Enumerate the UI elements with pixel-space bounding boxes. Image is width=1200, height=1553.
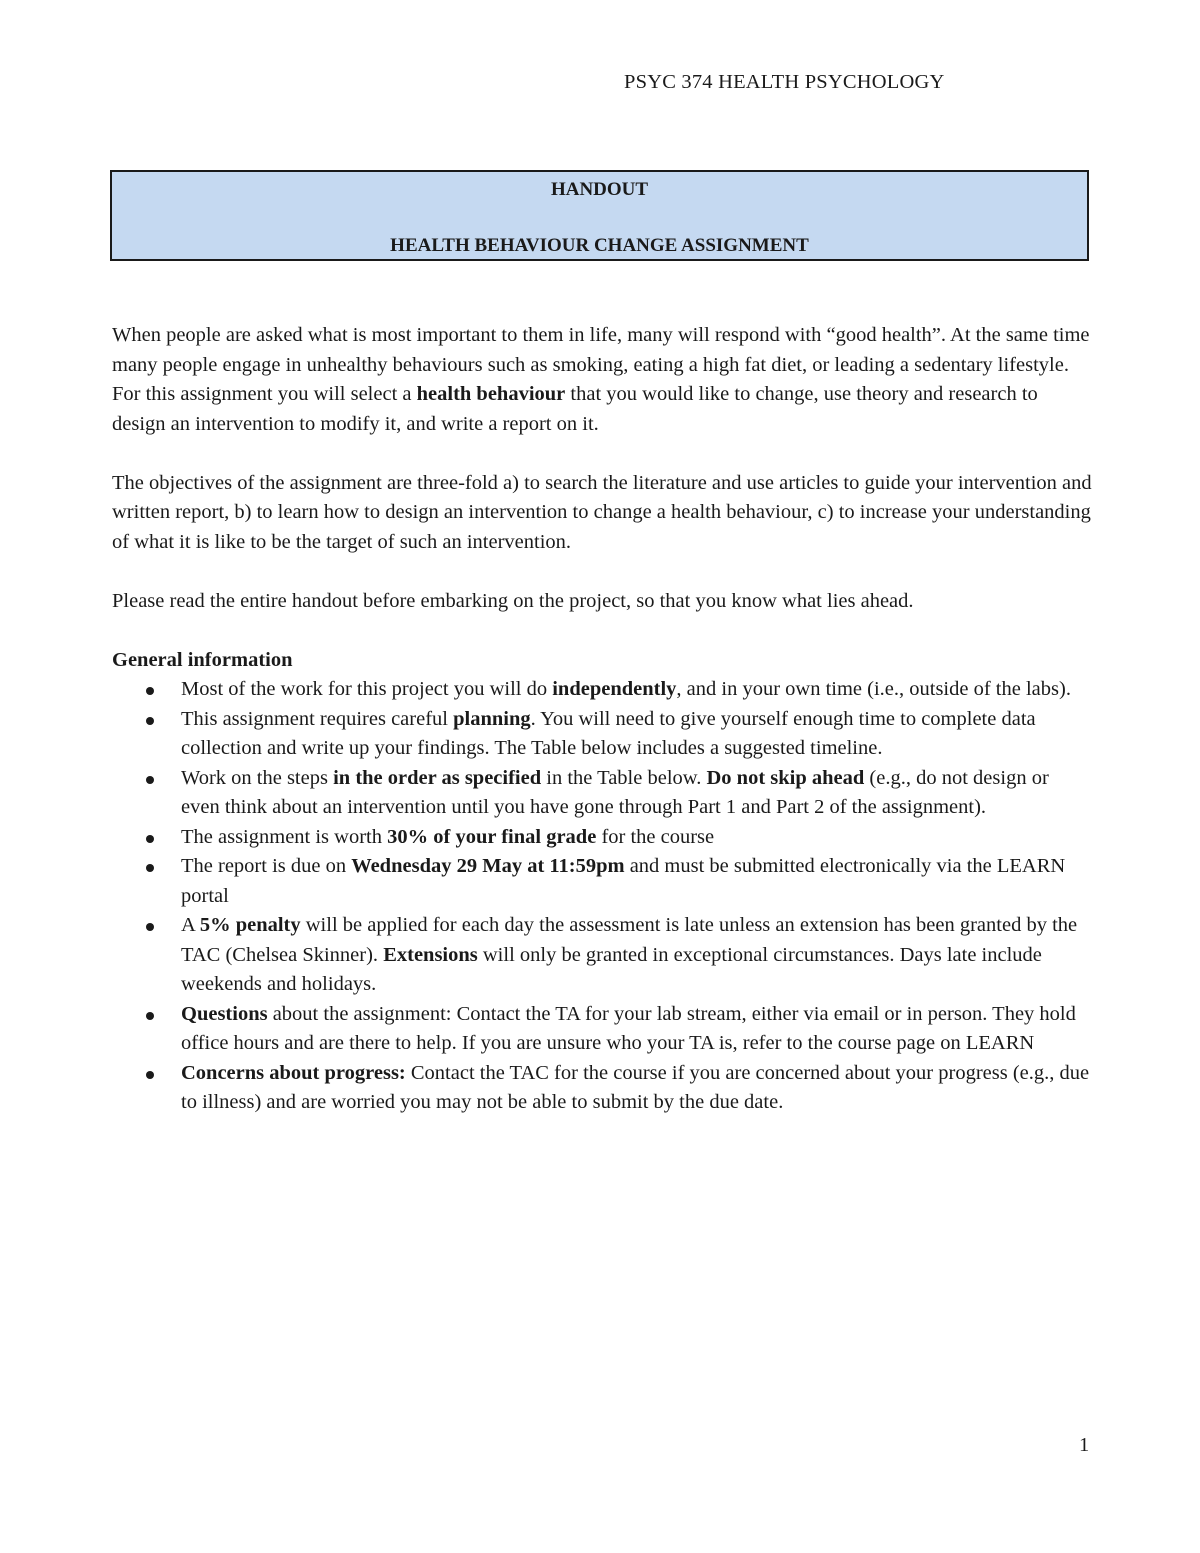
intro-text-a: When people are asked what is most important to them in life, many will respond with “good health”. At the same time many people engage in unhealthy behaviours such as smoking, eating a high fat diet, or leading a sedentary lifestyle. For this assignment you will select a [112, 324, 1090, 405]
list-item [112, 1000, 1092, 1059]
item-text: Contact the TAC for the course if you are concerned about your progress (e.g., due to illness) and are worried you may not be able to submit by the due date. [181, 1061, 1090, 1113]
item-text: The report is due on [181, 855, 352, 877]
item-bold: Concerns about progress: [181, 1061, 406, 1084]
intro-bold: health behaviour [416, 383, 566, 405]
list-item [112, 675, 1092, 705]
page-number: 1 [1079, 1434, 1090, 1456]
item-text: about the assignment: Contact the TA for your lab stream, either via email or in person. They hold office hours and are there to help. If you are unsure who your TA is, refer to the course page on LEARN [181, 1002, 1076, 1054]
item-bold: Wednesday 29 May at 11:59pm [351, 855, 625, 877]
item-text: will be applied for each day the assessment is late unless an extension has been granted by the TAC (Chelsea Skinner). [181, 914, 1078, 966]
list-item [112, 1059, 1092, 1118]
item-text: The assignment is worth [181, 825, 388, 848]
item-text: A [181, 914, 200, 936]
item-text: and must be submitted electronically via the LEARN portal [181, 855, 1066, 907]
item-bold: Questions [181, 1002, 268, 1025]
item-bold: Extensions [383, 943, 478, 966]
item-text: , and in your own time (i.e., outside of the labs). [676, 678, 1071, 700]
item-text: Work on the steps [181, 766, 334, 789]
intro-paragraph [112, 321, 1092, 439]
list-item [112, 764, 1092, 823]
list-item [112, 852, 1092, 911]
general-info-list [112, 675, 1092, 1118]
item-text: . You will need to give yourself enough time to complete data collection and write up your findings. The Table below includes a suggested timeline. [181, 707, 1036, 759]
item-bold: planning [453, 707, 531, 730]
general-info-heading: General information [112, 648, 293, 671]
document-body [112, 321, 1092, 1118]
intro-text-b: that you would like to change, use theory and research to design an intervention to modify it, and write a report on it. [112, 383, 1038, 435]
item-bold: in the order as specified [333, 766, 542, 789]
item-text: Most of the work for this project you will do [181, 678, 553, 700]
page-header: PSYC 374 HEALTH PSYCHOLOGY [624, 71, 945, 93]
item-text: for the course [596, 825, 715, 848]
title-box [110, 170, 1089, 261]
item-text: will only be granted in exceptional circumstances. Days late include weekends and holidays. [181, 943, 1042, 995]
item-text: (e.g., do not design or even think about an intervention until you have gone through Part 1 and Part 2 of the assignment). [181, 766, 1049, 818]
list-item [112, 911, 1092, 1000]
assignment-title: HEALTH BEHAVIOUR CHANGE ASSIGNMENT [390, 235, 809, 256]
list-item [112, 705, 1092, 764]
handout-label: HANDOUT [550, 179, 649, 200]
item-bold: Do not skip ahead [706, 766, 865, 789]
read-handout-paragraph: Please read the entire handout before embarking on the project, so that you know what lies ahead. [112, 589, 914, 612]
item-bold: 5% penalty [199, 914, 301, 936]
item-text: in the Table below. [541, 766, 707, 789]
item-bold: independently [552, 678, 677, 700]
item-text: This assignment requires careful [181, 707, 454, 730]
objectives-paragraph: The objectives of the assignment are three-fold a) to search the literature and use articles to guide your intervention and written report, b) to learn how to design an intervention to change a health behaviour, c) to increase your understanding of what it is like to be the target of such an intervention. [112, 471, 1092, 553]
list-item [112, 823, 1092, 853]
item-bold: 30% of your final grade [387, 825, 597, 848]
